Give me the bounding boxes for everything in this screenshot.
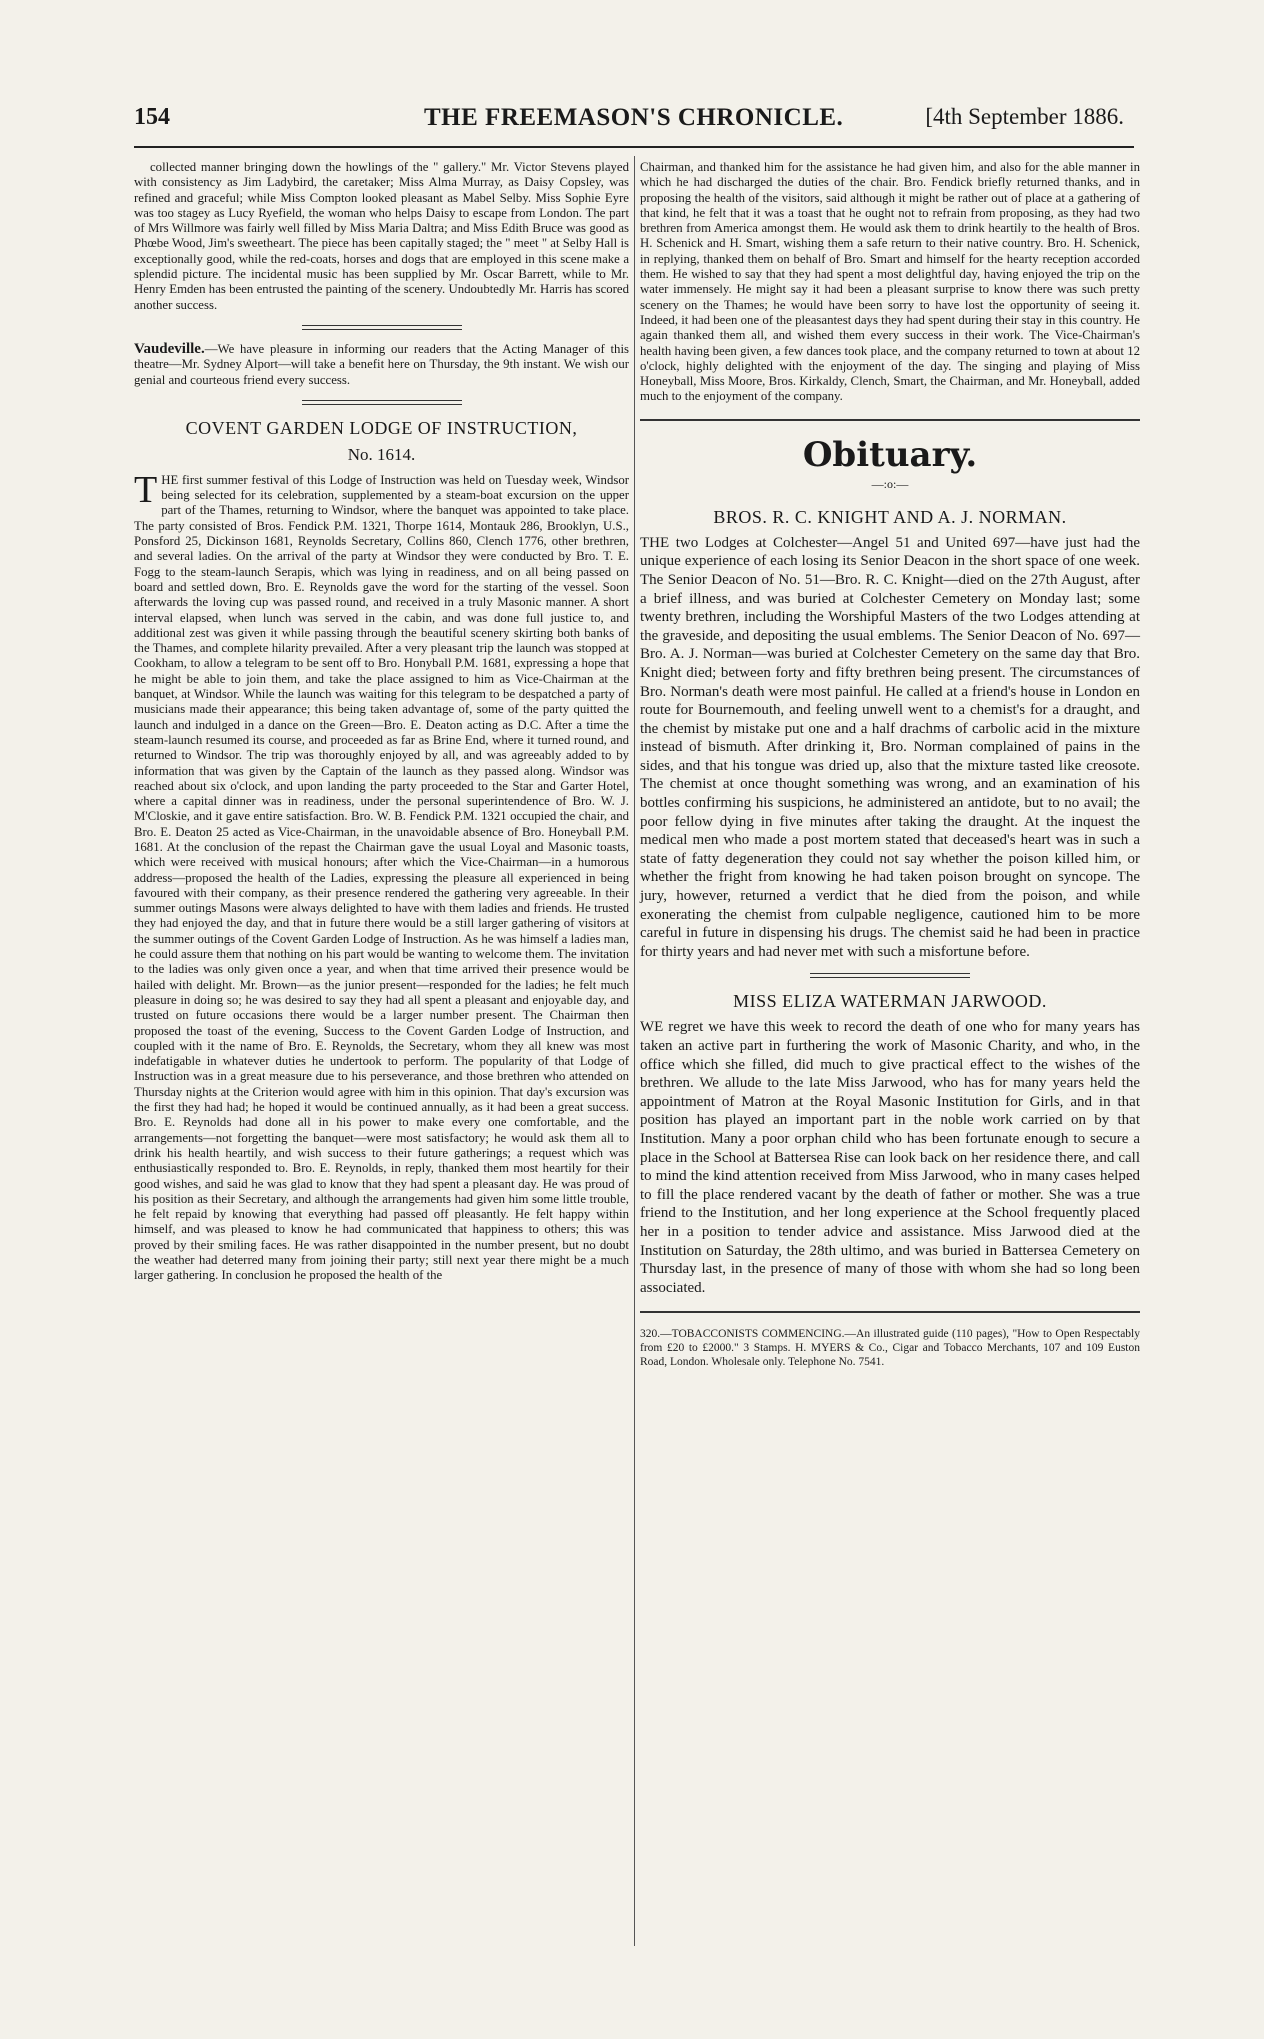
ornament-divider: —:o:—: [871, 476, 909, 491]
drop-cap: T: [134, 468, 158, 511]
page-header: [134, 104, 1124, 144]
lodge-number: No. 1614.: [347, 444, 416, 464]
header-rule: [134, 146, 1134, 148]
column-divider: [634, 156, 635, 1946]
lodge-report-body: HE first summer festival of this Lodge of Instruction was held on Tuesday week, Windsor being selected for its celebration, supplemented by a steam-boat excursion on the upper part of the Thames, returning to Windsor, where the banquet was appointed to take place. The party consisted of Bros. Fendick P.M. 1321, Thorpe 1614, Montauk 286, Brooklyn, U.S., Ponsford 25, Dickinson 1681, Reynolds Secretary, Collins 860, Clench 1776, other brethren, and several ladies. On the arrival of the party at Windsor they were conducted by Bro. T. E. Fogg to the steam-launch Serapis, which was lying in readiness, and on all being passed on board and settled down, Bro. E. Reynolds gave the word for the starting of the vessel. Soon afterwards the loving cup was passed round, and received in a truly Masonic manner. A short interval elapsed, when lunch was served in the cabin, and was done full justice to, and additional zest was given it while passing through the beautiful scenery skirting both banks of the Thames, and complete hilarity prevailed. After a very pleasant trip the launch was stopped at Cookham, to allow a telegram to be sent off to Bro. Honyball P.M. 1681, expressing a hope that he might be able to join them, and take the place assigned to him as Vice-Chairman at the banquet, at Windsor. While the launch was waiting for this telegram to be despatched a party of musicians made their appearance; this being taken advantage of, some of the party quitted the launch and indulged in a dance on the Green—Bro. E. Deaton acting as D.C. After a time the steam-launch resumed its course, and proceeded as far as Brine End, where it turned round, and returned to Windsor. The trip was thoroughly enjoyed by all, and was agreeably added to by information that was given by the Captain of the launch as they passed along. Windsor was reached about six o'clock, and upon landing the party proceeded to the Star and Garter Hotel, where a capital dinner was in readiness, under the personal superintendence of Bro. W. J. M'Closkie, and it gave entire satisfaction. Bro. W. B. Fendick P.M. 1321 occupied the chair, and Bro. E. Deaton 25 acted as Vice-Chairman, in the unavoidable absence of Bro. Honeyball P.M. 1681. At the conclusion of the repast the Chairman gave the usual Loyal and Masonic toasts, which were received with musical honours; after which the Vice-Chairman—in a humorous address—proposed the health of the Ladies, expressing the pleasure all experienced in being favoured with their company, as their presence rendered the gathering very agreeable. In their summer outings Masons were always delighted to have with them ladies and friends. He trusted they had enjoyed the day, and that in future there would be a still larger gathering of visitors at the summer outings of the Covent Garden Lodge of Instruction. As he was himself a ladies man, he could assure them that nothing on his part would be wanting to welcome them. The invitation to the ladies was only given once a year, and when that time arrived their presence would be hailed with delight. Mr. Brown—as the junior present—responded for the ladies; he felt much pleasure in doing so; he was desired to say they had all spent a pleasant and enjoyable day, and trusted on future occasions there would be a larger number present. The Chairman then proposed the toast of the evening, Success to the Covent Garden Lodge of Instruction, and coupled with it the name of Bro. E. Reynolds, the Secretary, whom they all knew was most indefatigable in whatever duties he undertook to perform. The popularity of that Lodge of Instruction was in a great measure due to his perseverance, and those brethren who attended on Thursday nights at the Criterion would agree with him in this opinion. That day's excursion was the first they had had; he hoped it would be continued annually, as it had been a great success. Bro. E. Reynolds had done all in his power to make every one comfortable, and the arrangements—not forgetting the banquet—were most satisfactory; he would ask them all to drink his health heartily, and wish success to their future gatherings; a request which was enthusiastically responded to. Bro. E. Reynolds, in reply, thanked them most heartily for their good wishes, and said he was glad to know that they had spent a pleasant day. He was proud of his position as their Secretary, and although the arrangements had given him some little trouble, he felt repaid by knowing that everything had passed off pleasantly. He felt happy within himself, and was pleased to know he had communicated that happiness to others; this was proved by their smiling faces. He was rather disappointed in the number present, but no doubt the weather had deterred many from joining their party; still next year there might be a much larger gathering. In conclusion he proposed the health of the: [134, 472, 629, 1283]
obituary-jarwood-text: WE regret we have this week to record the death of one who for many years has taken an active part in furthering the work of Masonic Charity, and who, in the office which she filled, did much to give practical effect to the wishes of the brethren. We allude to the late Miss Jarwood, who has for many years held the appointment of Matron at the Royal Masonic Institution for Girls, and in that position has played an important part in the noble work carried on by that Institution. Many a poor orphan child who has been fortunate enough to secure a place in the School at Battersea Rise can look back on her residence there, and call to mind the kind attention received from Miss Jarwood, who in many cases helped to fill the place rendered vacant by the death of father or mother. She was a true friend to the Institution, and her long experience at the School frequently placed her in a position to tender advice and assistance. Miss Jarwood died at the Institution on Saturday, the 28th ultimo, and was buried in Battersea Cemetery on Thursday last, in the presence of many of those with whom she had so long been associated.: [640, 1019, 1140, 1296]
section-separator: [302, 325, 462, 330]
section-separator: [640, 419, 1140, 421]
page-number: 154: [134, 104, 170, 130]
obituary-heading-knight-norman: BROS. R. C. KNIGHT AND A. J. NORMAN.: [713, 506, 1067, 527]
obituary-title: Obituary.: [802, 434, 978, 475]
theatre-review-text: collected manner bringing down the howlings of the " gallery." Mr. Victor Stevens played with consistency as Jim Ladybird, the caretaker; Miss Alma Murray, as Daisy Copsley, was refined and graceful; while Miss Compton looked pleasant as Mabel Selby. Miss Sophie Eyre was too stagey as Lucy Ryefield, the woman who helps Daisy to escape from London. The part of Mrs Willmore was fairly well filled by Miss Maria Daltra; and Miss Edith Bruce was good as Phœbe Wood, Jim's sweetheart. The piece has been capitally staged; the " meet " at Selby Hall is exceptionally good, while the red-coats, horses and dogs that are employed in this scene make a splendid picture. The incidental music has been supplied by Mr. Oscar Barrett, while to Mr. Henry Emden has been entrusted the painting of the scenery. Undoubtedly Mr. Harris has scored another success.: [134, 160, 629, 312]
vaudeville-notice: [134, 342, 629, 388]
issue-date: [4th September 1886.: [925, 104, 1124, 129]
left-column: [134, 160, 629, 1284]
masthead-title: THE FREEMASON'S CHRONICLE.: [424, 104, 844, 131]
right-column: [640, 160, 1140, 1369]
vaudeville-text: —We have pleasure in informing our readers that the Acting Manager of this theatre—Mr. Sydney Alport—will take a benefit here on Thursday, the 9th instant. We wish our genial and courteous friend every success.: [134, 341, 629, 387]
section-separator: [810, 973, 970, 978]
section-separator: [640, 1311, 1140, 1313]
lodge-heading: COVENT GARDEN LODGE OF INSTRUCTION,: [185, 417, 578, 438]
section-separator: [302, 400, 462, 405]
lodge-report-continued: Chairman, and thanked him for the assistance he had given him, and also for the able manner in which he had discharged the duties of the chair. Bro. Fendick briefly returned thanks, and in proposing the health of the visitors, said although it might be rather out of place at a gathering of that kind, he felt that it was a toast that he ought not to refrain from proposing, as they had two brethren from America amongst them. He would ask them to drink heartily to the health of Bros. H. Schenick and H. Smart, wishing them a safe return to their native country. Bro. H. Schenick, in replying, thanked them on behalf of Bro. Smart and himself for the hearty reception accorded them. He wished to say that they had spent a most delightful day, having enjoyed the trip on the water immensely. He might say it had been a pleasant surprise to know there was such pretty scenery on the Thames; he would have been sorry to have lost the opportunity of seeing it. Indeed, it had been one of the pleasantest days they had spent during their stay in this country. He again thanked them all, and wished them every success in their work. The Vice-Chairman's health having been given, a few dances took place, and the company returned to town at about 12 o'clock, highly delighted with the enjoyment of the day. The singing and playing of Miss Honeyball, Miss Moore, Bros. Kirkaldy, Clench, Smart, the Chairman, and Mr. Honeyball, added much to the enjoyment of the company.: [640, 160, 1140, 404]
lodge-report-text: [134, 468, 629, 1284]
tobacconist-advert: 320.—TOBACCONISTS COMMENCING.—An illustrated guide (110 pages), "How to Open Respectably from £20 to £2000." 3 Stamps. H. MYERS & Co., Cigar and Tobacco Merchants, 107 and 109 Euston Road, London. Wholesale only. Telephone No. 7541.: [640, 1328, 1140, 1369]
obituary-heading-jarwood: MISS ELIZA WATERMAN JARWOOD.: [733, 991, 1047, 1012]
vaudeville-lead: Vaudeville.: [134, 340, 205, 357]
obituary-knight-norman-text: THE two Lodges at Colchester—Angel 51 and United 697—have just had the unique experience of each losing its Senior Deacon in the short space of one week. The Senior Deacon of No. 51—Bro. R. C. Knight—died on the 27th August, after a brief illness, and was buried at Colchester Cemetery on Monday last; some twenty brethren, including the Worshipful Masters of the two Lodges attending at the graveside, and depositing the usual emblems. The Senior Deacon of No. 697—Bro. A. J. Norman—was buried at Colchester Cemetery on the same day that Bro. Knight died; between forty and fifty brethren being present. The circumstances of Bro. Norman's death were most painful. He called at a friend's house in London en route for Bournemouth, and feeling unwell went to a chemist's for a draught, and the chemist by mistake put one and a half drachms of carbolic acid in the mixture instead of bismuth. After drinking it, Bro. Norman complained of pains in the sides, and that his tongue was dried up, also that the mixture tasted like creosote. The chemist at once thought something was wrong, and an examination of his bottles confirming his suspicions, he administered an antidote, but to no avail; the poor fellow dying in five minutes after taking the draught. At the inquest the medical men who made a post mortem stated that deceased's heart was in such a state of fatty degeneration they could not say whether the poison killed him, or whether the fright from knowing he had taken poison brought on syncope. The jury, however, returned a verdict that he died from the poison, and while exonerating the chemist from culpable negligence, cautioned him to be more careful in future in dispensing his drugs. The chemist said he had been in practice for thirty years and had never met with such a misfortune before.: [640, 534, 1140, 960]
